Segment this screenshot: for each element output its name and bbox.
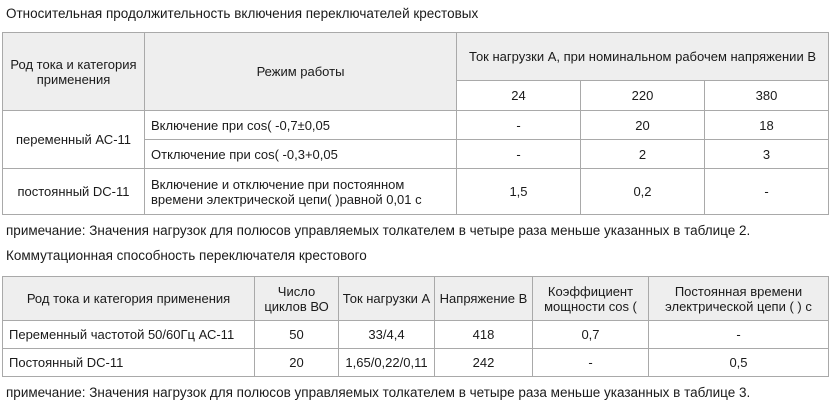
category-dc: постоянный DC-11 bbox=[3, 169, 145, 215]
mode-on: Включение при cos( -0,7±0,05 bbox=[145, 111, 457, 140]
header-voltage-24: 24 bbox=[457, 81, 581, 111]
cell: - bbox=[457, 140, 581, 169]
cell: - bbox=[649, 321, 829, 349]
cell: 20 bbox=[255, 349, 339, 377]
mode-off: Отключение при cos( -0,3+0,05 bbox=[145, 140, 457, 169]
cell: - bbox=[457, 111, 581, 140]
cell: 20 bbox=[581, 111, 705, 140]
cell: 18 bbox=[705, 111, 829, 140]
cell: 1,5 bbox=[457, 169, 581, 215]
category-ac: переменный АС-11 bbox=[3, 111, 145, 169]
cell: 242 bbox=[435, 349, 533, 377]
table-row bbox=[3, 321, 829, 349]
header-mode: Режим работы bbox=[145, 33, 457, 111]
mode-on-off: Включение и отключение при постоянном времени электрической цепи( )равной 0,01 с bbox=[145, 169, 457, 215]
table-row bbox=[3, 349, 829, 377]
header-power-factor: Коэффициент мощности cos ( bbox=[533, 277, 649, 321]
header-category: Род тока и категория применения bbox=[3, 277, 255, 321]
cell: 0,2 bbox=[581, 169, 705, 215]
cell: 1,65/0,22/0,11 bbox=[339, 349, 435, 377]
table1-title: Относительная продолжительность включения переключателей крестовых bbox=[6, 6, 479, 21]
header-time-constant: Постоянная времени электрической цепи ( ) с bbox=[649, 277, 829, 321]
cell: 2 bbox=[581, 140, 705, 169]
table2-title: Коммутационная способность переключателя крестового bbox=[6, 248, 367, 263]
cell: 0,5 bbox=[649, 349, 829, 377]
cell: 418 bbox=[435, 321, 533, 349]
header-current: Ток нагрузки А, при номинальном рабочем напряжении В bbox=[457, 33, 829, 81]
header-voltage-220: 220 bbox=[581, 81, 705, 111]
header-current: Ток нагрузки А bbox=[339, 277, 435, 321]
cell: Переменный частотой 50/60Гц АС-11 bbox=[3, 321, 255, 349]
table-row bbox=[3, 111, 829, 140]
table2-note: примечание: Значения нагрузок для полюсов управляемых толкателем в четыре раза меньше указанных в таблице 3. bbox=[6, 385, 751, 400]
table1-note: примечание: Значения нагрузок для полюсов управляемых толкателем в четыре раза меньше указанных в таблице 2. bbox=[6, 223, 751, 238]
cell: 0,7 bbox=[533, 321, 649, 349]
cell: - bbox=[705, 169, 829, 215]
switching-capacity-table bbox=[2, 276, 829, 377]
header-category: Род тока и категория применения bbox=[3, 33, 145, 111]
header-voltage-380: 380 bbox=[705, 81, 829, 111]
duty-cycle-table bbox=[2, 32, 829, 215]
cell: Постоянный DC-11 bbox=[3, 349, 255, 377]
table-row bbox=[3, 169, 829, 215]
cell: - bbox=[533, 349, 649, 377]
header-cycles: Число циклов ВО bbox=[255, 277, 339, 321]
cell: 50 bbox=[255, 321, 339, 349]
cell: 33/4,4 bbox=[339, 321, 435, 349]
cell: 3 bbox=[705, 140, 829, 169]
header-voltage: Напряжение В bbox=[435, 277, 533, 321]
